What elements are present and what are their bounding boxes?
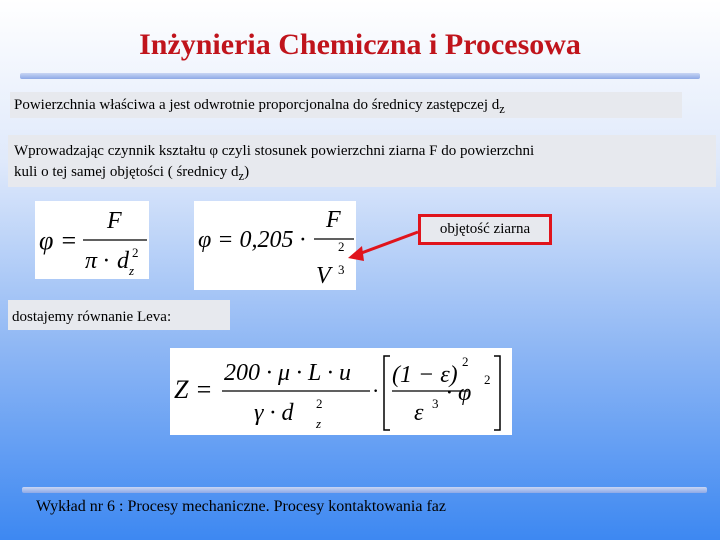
eq2-numerator: F <box>326 207 341 233</box>
statement-text: Powierzchnia właściwa a jest odwrotnie proporcjonalna do średnicy zastępczej d <box>14 97 500 113</box>
eq2-numerator-exponent: 2 <box>338 239 345 254</box>
eq3-inner-denominator: ε <box>414 400 424 426</box>
grain-volume-callout: objętość ziarna <box>418 214 552 245</box>
footer-text: Wykład nr 6 : Procesy mechaniczne. Procesy kontaktowania faz <box>36 498 446 515</box>
eq3-phi: · φ <box>446 380 472 406</box>
statement-subscript: z <box>499 102 505 116</box>
eq1-denominator-d: d <box>117 248 129 274</box>
shape-factor-line-2-close: ) <box>244 164 250 180</box>
shape-factor-line-2-subscript: z <box>238 169 245 183</box>
eq1-numerator: F <box>107 208 122 234</box>
eq1-lhs: φ = <box>39 226 78 255</box>
shape-factor-line-2 <box>14 162 710 187</box>
equation-shape-factor-volume <box>194 201 356 290</box>
eq2-denominator: V <box>316 263 331 289</box>
eq1-denominator-pi: π · <box>85 248 110 274</box>
shape-factor-line-1: Wprowadzając czynnik kształtu φ czyli stosunek powierzchni ziarna F do powierzchni <box>14 143 535 159</box>
title-divider <box>20 73 700 79</box>
eq3-phi-exponent: 2 <box>484 372 491 387</box>
eq2-lhs: φ = 0,205 · <box>198 227 306 253</box>
slide-title: Inżynieria Chemiczna i Procesowa <box>139 28 581 61</box>
eq3-lhs: Z = <box>174 375 213 404</box>
equation-shape-factor <box>35 201 149 279</box>
eq3-denominator-exponent: 2 <box>316 396 323 411</box>
eq3-inner-numerator-exponent: 2 <box>462 354 469 369</box>
eq3-inner-denominator-exponent: 3 <box>432 396 439 411</box>
eq2-denominator-exponent: 3 <box>338 262 345 277</box>
eq1-denominator-exponent: 2 <box>132 245 139 260</box>
shape-factor-box <box>8 135 716 187</box>
equation-leva <box>170 348 512 435</box>
eq3-denominator: γ · d <box>254 400 294 426</box>
eq3-left-bracket <box>384 356 390 430</box>
leva-intro-box: dostajemy równanie Leva: <box>8 300 230 330</box>
eq3-multiply-dot: · <box>372 378 380 403</box>
shape-factor-line-2-text: kuli o tej samej objętości ( średnicy d <box>14 164 239 180</box>
statement-box <box>10 92 682 118</box>
eq1-denominator-subscript: z <box>129 263 135 278</box>
eq3-inner-numerator: (1 − ε) <box>392 362 458 388</box>
footer-divider <box>22 487 707 493</box>
eq3-numerator: 200 · μ · L · u <box>224 360 351 386</box>
eq3-right-bracket <box>494 356 500 430</box>
eq3-denominator-subscript: z <box>316 416 322 431</box>
